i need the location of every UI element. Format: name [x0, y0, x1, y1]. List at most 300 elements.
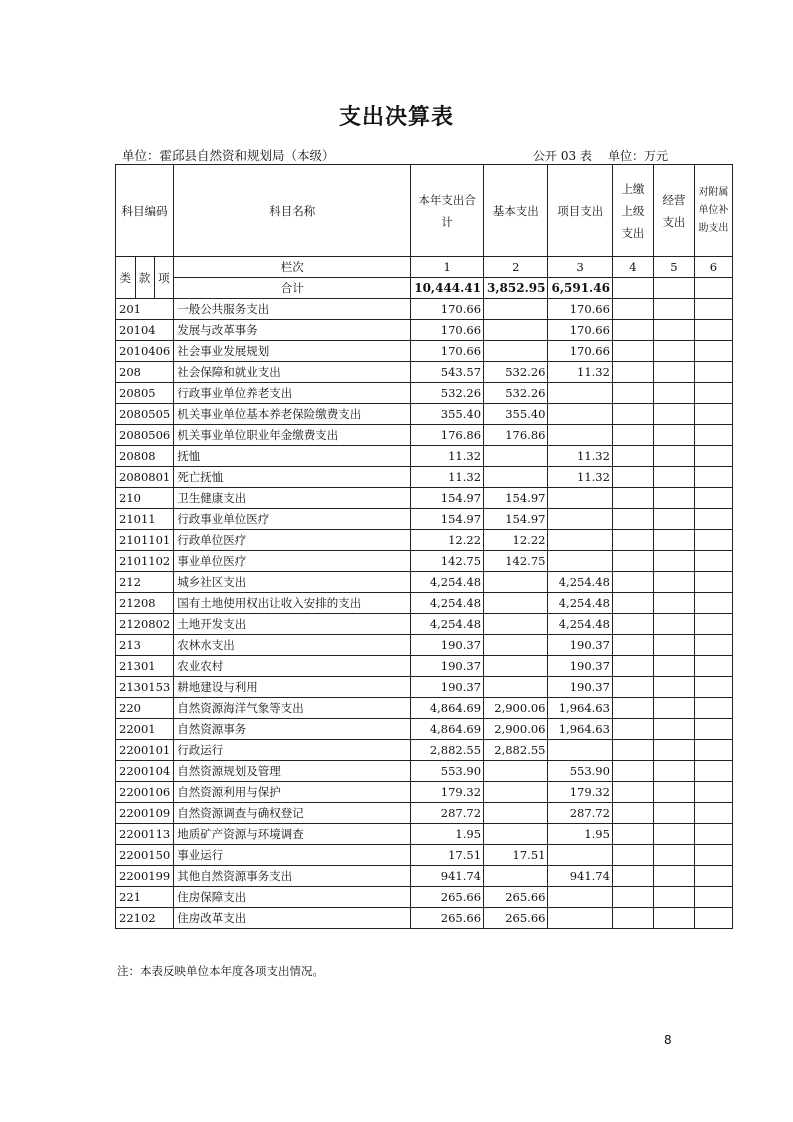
cell-subsidy	[694, 908, 732, 929]
cell-basic: 12.22	[484, 530, 548, 551]
col-number-1: 1	[411, 257, 484, 278]
table-row	[116, 656, 733, 677]
cell-total: 4,254.48	[411, 614, 484, 635]
cell-subsidy	[694, 404, 732, 425]
cell-upper	[612, 845, 653, 866]
cell-basic	[484, 320, 548, 341]
currency-unit: 单位：万元	[608, 149, 669, 163]
cell-upper	[612, 446, 653, 467]
page-title: 支出决算表	[338, 105, 454, 130]
cell-code: 208	[116, 362, 174, 383]
cell-total: 154.97	[411, 488, 484, 509]
cell-name: 行政事业单位养老支出	[174, 383, 411, 404]
cell-project: 4,254.48	[548, 572, 612, 593]
cell-name: 农业农村	[174, 656, 411, 677]
unit-label: 单位：霍邱县自然资和规划局（本级）	[122, 148, 335, 163]
cell-basic	[484, 761, 548, 782]
cell-project: 1,964.63	[548, 719, 612, 740]
cell-upper	[612, 383, 653, 404]
cell-upper	[612, 530, 653, 551]
table-row	[116, 572, 733, 593]
cell-upper	[612, 803, 653, 824]
cell-basic: 355.40	[484, 404, 548, 425]
cell-code: 2200106	[116, 782, 174, 803]
cell-subsidy	[694, 635, 732, 656]
table-row	[116, 404, 733, 425]
cell-project: 170.66	[548, 341, 612, 362]
cell-name: 行政运行	[174, 740, 411, 761]
cell-upper	[612, 509, 653, 530]
cell-upper	[612, 362, 653, 383]
cell-subsidy	[694, 614, 732, 635]
cell-subsidy	[694, 509, 732, 530]
cell-upper	[612, 299, 653, 320]
cell-name: 机关事业单位基本养老保险缴费支出	[174, 404, 411, 425]
heji-label: 合计	[174, 278, 411, 299]
cell-code: 2080506	[116, 425, 174, 446]
table-row	[116, 467, 733, 488]
cell-subsidy	[694, 467, 732, 488]
cell-upper	[612, 404, 653, 425]
cell-upper	[612, 341, 653, 362]
cell-business	[653, 719, 694, 740]
table-row	[116, 677, 733, 698]
cell-code: 2080505	[116, 404, 174, 425]
cell-total: 190.37	[411, 677, 484, 698]
table-row	[116, 299, 733, 320]
cell-project: 4,254.48	[548, 593, 612, 614]
cell-total: 4,254.48	[411, 572, 484, 593]
cell-upper	[612, 719, 653, 740]
cell-basic: 265.66	[484, 887, 548, 908]
cell-code: 2200109	[116, 803, 174, 824]
cell-business	[653, 698, 694, 719]
col-number-3: 3	[548, 257, 612, 278]
cell-total: 170.66	[411, 341, 484, 362]
cell-subsidy	[694, 299, 732, 320]
cell-business	[653, 614, 694, 635]
cell-basic: 2,900.06	[484, 698, 548, 719]
cell-code: 20808	[116, 446, 174, 467]
cell-subsidy	[694, 866, 732, 887]
cell-subsidy	[694, 425, 732, 446]
cell-business	[653, 908, 694, 929]
cell-business	[653, 404, 694, 425]
cell-business	[653, 761, 694, 782]
cell-business	[653, 656, 694, 677]
cell-basic	[484, 677, 548, 698]
table-row	[116, 635, 733, 656]
table-row	[116, 740, 733, 761]
cell-total: 355.40	[411, 404, 484, 425]
cell-name: 抚恤	[174, 446, 411, 467]
cell-business	[653, 299, 694, 320]
table-row	[116, 509, 733, 530]
table-row	[116, 719, 733, 740]
cell-business	[653, 845, 694, 866]
cell-name: 国有土地使用权出让收入安排的支出	[174, 593, 411, 614]
cell-basic: 2,900.06	[484, 719, 548, 740]
cell-project: 4,254.48	[548, 614, 612, 635]
cell-business	[653, 509, 694, 530]
cell-code: 2101101	[116, 530, 174, 551]
cell-business	[653, 383, 694, 404]
cell-subsidy	[694, 719, 732, 740]
cell-basic	[484, 593, 548, 614]
cell-name: 地质矿产资源与环境调查	[174, 824, 411, 845]
cell-subsidy	[694, 362, 732, 383]
cell-total: 179.32	[411, 782, 484, 803]
table-row	[116, 341, 733, 362]
cell-project: 170.66	[548, 320, 612, 341]
page-number: 8	[664, 1033, 672, 1047]
table-body	[116, 299, 733, 929]
cell-basic	[484, 341, 548, 362]
cell-name: 机关事业单位职业年金缴费支出	[174, 425, 411, 446]
cell-basic	[484, 614, 548, 635]
cell-name: 住房改革支出	[174, 908, 411, 929]
cell-project: 1,964.63	[548, 698, 612, 719]
cell-upper	[612, 320, 653, 341]
cell-total: 2,882.55	[411, 740, 484, 761]
cell-total: 170.66	[411, 299, 484, 320]
cell-total: 176.86	[411, 425, 484, 446]
cell-code: 212	[116, 572, 174, 593]
cell-code: 21011	[116, 509, 174, 530]
cell-code: 20805	[116, 383, 174, 404]
cell-project: 941.74	[548, 866, 612, 887]
cell-business	[653, 635, 694, 656]
cell-total: 4,254.48	[411, 593, 484, 614]
cell-subsidy	[694, 572, 732, 593]
cell-code: 20104	[116, 320, 174, 341]
cell-subsidy	[694, 824, 732, 845]
cell-code: 2200101	[116, 740, 174, 761]
cell-basic	[484, 824, 548, 845]
cell-business	[653, 887, 694, 908]
cell-name: 社会保障和就业支出	[174, 362, 411, 383]
cell-basic: 142.75	[484, 551, 548, 572]
cell-subsidy	[694, 887, 732, 908]
cell-code: 2101102	[116, 551, 174, 572]
cell-name: 土地开发支出	[174, 614, 411, 635]
cell-subsidy	[694, 341, 732, 362]
cell-basic: 154.97	[484, 488, 548, 509]
cell-subsidy	[694, 656, 732, 677]
cell-subsidy	[694, 761, 732, 782]
heji-total: 10,444.41	[411, 278, 484, 299]
cell-name: 一般公共服务支出	[174, 299, 411, 320]
cell-name: 行政单位医疗	[174, 530, 411, 551]
cell-subsidy	[694, 383, 732, 404]
cell-subsidy	[694, 320, 732, 341]
table-row	[116, 614, 733, 635]
cell-subsidy	[694, 845, 732, 866]
cell-code: 22102	[116, 908, 174, 929]
cell-code: 220	[116, 698, 174, 719]
cell-project: 179.32	[548, 782, 612, 803]
cell-upper	[612, 866, 653, 887]
cell-name: 自然资源海洋气象等支出	[174, 698, 411, 719]
cell-name: 耕地建设与利用	[174, 677, 411, 698]
cell-business	[653, 866, 694, 887]
cell-code: 2130153	[116, 677, 174, 698]
cell-name: 自然资源调查与确权登记	[174, 803, 411, 824]
cell-subsidy	[694, 740, 732, 761]
heji-upper	[612, 278, 653, 299]
header-code: 科目编码	[116, 165, 174, 257]
header-business: 经营支出	[653, 165, 694, 257]
cell-business	[653, 488, 694, 509]
cell-total: 190.37	[411, 635, 484, 656]
cell-code: 2200104	[116, 761, 174, 782]
cell-code: 221	[116, 887, 174, 908]
cell-business	[653, 530, 694, 551]
cell-code: 2200150	[116, 845, 174, 866]
cell-total: 941.74	[411, 866, 484, 887]
cell-name: 城乡社区支出	[174, 572, 411, 593]
cell-business	[653, 362, 694, 383]
cell-total: 12.22	[411, 530, 484, 551]
cell-name: 事业运行	[174, 845, 411, 866]
cell-basic: 176.86	[484, 425, 548, 446]
cell-project: 190.37	[548, 677, 612, 698]
cell-name: 自然资源规划及管理	[174, 761, 411, 782]
cell-name: 事业单位医疗	[174, 551, 411, 572]
cell-basic	[484, 782, 548, 803]
cell-total: 11.32	[411, 446, 484, 467]
cell-business	[653, 824, 694, 845]
cell-project: 190.37	[548, 635, 612, 656]
cell-total: 190.37	[411, 656, 484, 677]
cell-project	[548, 740, 612, 761]
heji-project: 6,591.46	[548, 278, 612, 299]
table-row	[116, 803, 733, 824]
cell-total: 1.95	[411, 824, 484, 845]
cell-project: 11.32	[548, 362, 612, 383]
col-number-2: 2	[484, 257, 548, 278]
cell-total: 265.66	[411, 887, 484, 908]
cell-total: 287.72	[411, 803, 484, 824]
cell-project: 190.37	[548, 656, 612, 677]
cell-upper	[612, 698, 653, 719]
header-project: 项目支出	[548, 165, 612, 257]
table-row	[116, 908, 733, 929]
header-subsidy: 对附属单位补助支出	[694, 165, 732, 257]
cell-basic	[484, 446, 548, 467]
cell-total: 532.26	[411, 383, 484, 404]
cell-business	[653, 446, 694, 467]
header-xiang: 项	[154, 257, 174, 299]
cell-project	[548, 404, 612, 425]
cell-name: 农林水支出	[174, 635, 411, 656]
cell-upper	[612, 740, 653, 761]
header-lei: 类	[116, 257, 136, 299]
header-name: 科目名称	[174, 165, 411, 257]
cell-subsidy	[694, 530, 732, 551]
cell-upper	[612, 887, 653, 908]
cell-business	[653, 782, 694, 803]
cell-code: 213	[116, 635, 174, 656]
table-row	[116, 425, 733, 446]
cell-project	[548, 845, 612, 866]
cell-subsidy	[694, 446, 732, 467]
cell-project: 287.72	[548, 803, 612, 824]
cell-business	[653, 803, 694, 824]
cell-project: 170.66	[548, 299, 612, 320]
col-number-4: 4	[612, 257, 653, 278]
cell-project	[548, 887, 612, 908]
cell-upper	[612, 572, 653, 593]
cell-subsidy	[694, 677, 732, 698]
cell-project	[548, 908, 612, 929]
cell-name: 发展与改革事务	[174, 320, 411, 341]
cell-code: 201	[116, 299, 174, 320]
table-row	[116, 782, 733, 803]
cell-upper	[612, 656, 653, 677]
cell-total: 4,864.69	[411, 698, 484, 719]
cell-subsidy	[694, 593, 732, 614]
table-row	[116, 698, 733, 719]
col-number-5: 5	[653, 257, 694, 278]
table-row	[116, 320, 733, 341]
cell-business	[653, 677, 694, 698]
cell-name: 卫生健康支出	[174, 488, 411, 509]
cell-basic: 17.51	[484, 845, 548, 866]
cell-basic	[484, 866, 548, 887]
cell-code: 22001	[116, 719, 174, 740]
table-row	[116, 866, 733, 887]
cell-total: 17.51	[411, 845, 484, 866]
cell-basic	[484, 803, 548, 824]
cell-business	[653, 467, 694, 488]
table-row	[116, 593, 733, 614]
cell-project: 1.95	[548, 824, 612, 845]
cell-project	[548, 425, 612, 446]
cell-project	[548, 488, 612, 509]
cell-name: 其他自然资源事务支出	[174, 866, 411, 887]
cell-total: 11.32	[411, 467, 484, 488]
table-row	[116, 551, 733, 572]
cell-code: 21208	[116, 593, 174, 614]
table-row	[116, 488, 733, 509]
cell-name: 自然资源事务	[174, 719, 411, 740]
header-kuan: 款	[135, 257, 154, 299]
cell-basic: 532.26	[484, 362, 548, 383]
cell-basic: 154.97	[484, 509, 548, 530]
cell-basic: 265.66	[484, 908, 548, 929]
cell-code: 2120802	[116, 614, 174, 635]
cell-business	[653, 740, 694, 761]
cell-basic	[484, 467, 548, 488]
footnote: 注：本表反映单位本年度各项支出情况。	[117, 964, 324, 978]
cell-subsidy	[694, 782, 732, 803]
header-lanci: 栏次	[174, 257, 411, 278]
cell-project: 553.90	[548, 761, 612, 782]
cell-total: 154.97	[411, 509, 484, 530]
cell-upper	[612, 488, 653, 509]
cell-upper	[612, 635, 653, 656]
cell-business	[653, 593, 694, 614]
cell-upper	[612, 908, 653, 929]
cell-subsidy	[694, 551, 732, 572]
table-row	[116, 845, 733, 866]
cell-code: 2200113	[116, 824, 174, 845]
cell-upper	[612, 782, 653, 803]
cell-name: 社会事业发展规划	[174, 341, 411, 362]
cell-code: 2010406	[116, 341, 174, 362]
cell-code: 2200199	[116, 866, 174, 887]
table-row	[116, 887, 733, 908]
heji-basic: 3,852.95	[484, 278, 548, 299]
cell-business	[653, 425, 694, 446]
table-row	[116, 761, 733, 782]
cell-project	[548, 551, 612, 572]
cell-total: 4,864.69	[411, 719, 484, 740]
cell-basic	[484, 299, 548, 320]
expenditure-table	[115, 164, 733, 929]
cell-upper	[612, 551, 653, 572]
cell-total: 170.66	[411, 320, 484, 341]
cell-project: 11.32	[548, 446, 612, 467]
cell-project: 11.32	[548, 467, 612, 488]
cell-project	[548, 383, 612, 404]
cell-business	[653, 341, 694, 362]
cell-name: 住房保障支出	[174, 887, 411, 908]
cell-code: 21301	[116, 656, 174, 677]
table-row	[116, 383, 733, 404]
header-basic: 基本支出	[484, 165, 548, 257]
cell-upper	[612, 614, 653, 635]
cell-upper	[612, 593, 653, 614]
header-upper: 上缴上级支出	[612, 165, 653, 257]
cell-upper	[612, 425, 653, 446]
table-row	[116, 824, 733, 845]
cell-name: 死亡抚恤	[174, 467, 411, 488]
cell-upper	[612, 677, 653, 698]
cell-total: 265.66	[411, 908, 484, 929]
cell-subsidy	[694, 488, 732, 509]
cell-upper	[612, 467, 653, 488]
table-row	[116, 446, 733, 467]
cell-upper	[612, 824, 653, 845]
cell-upper	[612, 761, 653, 782]
cell-business	[653, 551, 694, 572]
cell-business	[653, 572, 694, 593]
table-header	[116, 165, 733, 299]
table-row	[116, 530, 733, 551]
heji-subsidy	[694, 278, 732, 299]
cell-basic	[484, 572, 548, 593]
cell-project	[548, 530, 612, 551]
cell-code: 2080801	[116, 467, 174, 488]
cell-basic: 2,882.55	[484, 740, 548, 761]
cell-basic	[484, 635, 548, 656]
cell-code: 210	[116, 488, 174, 509]
cell-project	[548, 509, 612, 530]
cell-total: 142.75	[411, 551, 484, 572]
table-row	[116, 362, 733, 383]
heji-business	[653, 278, 694, 299]
cell-basic	[484, 656, 548, 677]
cell-name: 自然资源利用与保护	[174, 782, 411, 803]
col-number-6: 6	[694, 257, 732, 278]
cell-business	[653, 320, 694, 341]
cell-subsidy	[694, 698, 732, 719]
header-total: 本年支出合计	[411, 165, 484, 257]
cell-total: 543.57	[411, 362, 484, 383]
cell-subsidy	[694, 803, 732, 824]
